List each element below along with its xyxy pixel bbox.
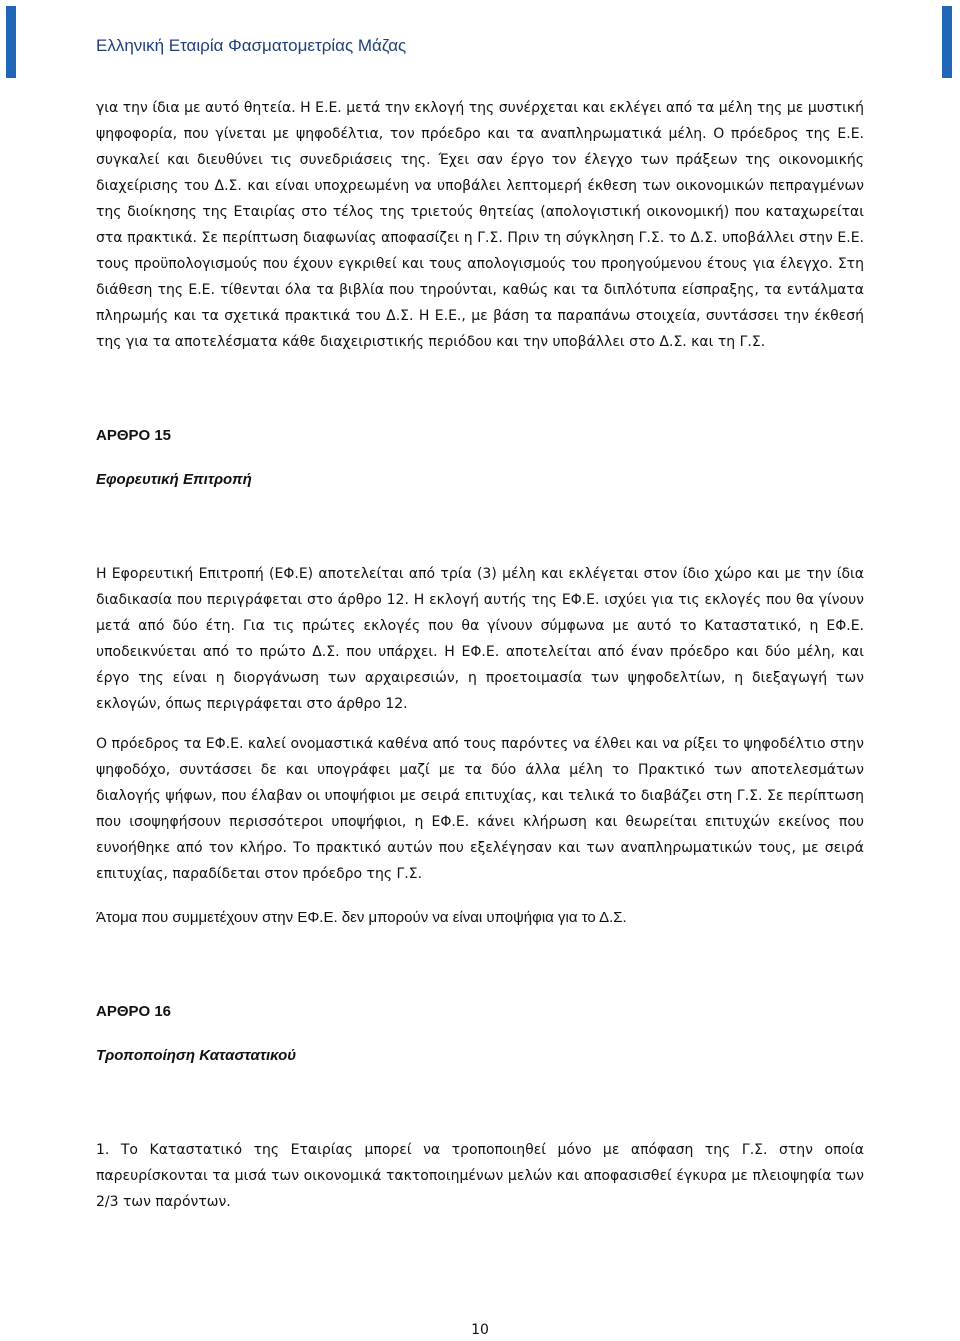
article15-note: Άτομα που συμμετέχουν στην ΕΦ.Ε. δεν μπορούν να είναι υποψήφια για το Δ.Σ. bbox=[96, 909, 627, 926]
article15-paragraph1: Η Εφορευτική Επιτροπή (ΕΦ.Ε) αποτελείται από τρία (3) μέλη και εκλέγεται στον ίδιο χώρο και με την ίδια διαδικασία που περιγράφεται στο άρθρο 12. Η εκλογή αυτής της ΕΦ.Ε. ισχύει για τις εκλογές που θα γίνουν μετά από δύο έτη. Για τις πρώτες εκλογές που θα γίνουν σύμφωνα με αυτό το Καταστατικό, η ΕΦ.Ε. υποδεικνύεται από το πρώτο Δ.Σ. που υπάρχει. Η ΕΦ.Ε. αποτελείται από έναν πρόεδρο και δύο μέλη, και έργο της είναι η διοργάνωση των αρχαιρεσιών, η προετοιμασία των ψηφοδελτίων, η διεξαγωγή των εκλογών, όπως περιγράφεται στο άρθρο 12. bbox=[96, 566, 864, 712]
right-accent-bar bbox=[942, 6, 952, 78]
page-number: 10 bbox=[471, 1322, 489, 1338]
page-header-title: Ελληνική Εταιρία Φασματομετρίας Μάζας bbox=[96, 36, 407, 55]
article15-subtitle: Εφορευτική Επιτροπή bbox=[96, 471, 252, 488]
article15-title: ΑΡΘΡΟ 15 bbox=[96, 427, 172, 444]
document-body bbox=[96, 95, 864, 1215]
left-accent-bar bbox=[6, 6, 16, 78]
article16-title: ΑΡΘΡΟ 16 bbox=[96, 1003, 172, 1020]
article16-paragraph1: 1. Το Καταστατικό της Εταιρίας μπορεί να τροποποιηθεί μόνο με απόφαση της Γ.Σ. στην οποία παρευρίσκονται τα μισά των οικονομικά τακτοποιημένων μελών και αποφασισθεί έγκυρα με πλειοψηφία των 2/3 των παρόντων. bbox=[96, 1142, 864, 1210]
article15-paragraph2: Ο πρόεδρος τα ΕΦ.Ε. καλεί ονομαστικά καθένα από τους παρόντες να έλθει και να ρίξει το ψηφοδέλτιο στην ψηφοδόχο, συντάσσει δε και υπογράφει μαζί με τα δύο άλλα μέλη το Πρακτικό των αποτελεσμάτων διαλογής ψήφων, που έλαβαν οι υποψήφιοι με σειρά επιτυχίας, και τελικά το διαβάζει στη Γ.Σ. Σε περίπτωση που ισοψηφήσουν περισσότεροι υποψήφιοι, η ΕΦ.Ε. κάνει κλήρωση και θεωρείται επιτυχών εκείνος που ευνοήθηκε από τον κλήρο. Το πρακτικό αυτών που εξελέγησαν και των αναπληρωματικών τους, με σειρά επιτυχίας, παραδίδεται στον πρόεδρο της Γ.Σ. bbox=[96, 736, 864, 882]
article14-continuation-paragraph: για την ίδια με αυτό θητεία. Η Ε.Ε. μετά την εκλογή της συνέρχεται και εκλέγει από τα μέλη της με μυστική ψηφοφορία, που γίνεται με ψηφοδέλτια, τον πρόεδρο και τα αναπληρωματικά μέλη. Ο πρόεδρος της Ε.Ε. συγκαλεί και διευθύνει τις συνεδριάσεις της. Έχει σαν έργο τον έλεγχο των πράξεων της οικονομικής διαχείρισης του Δ.Σ. και είναι υποχρεωμένη να υποβάλει λεπτομερή έκθεση των οικονομικών πεπραγμένων της διοίκησης της Εταιρίας στο τέλος της τριετούς θητείας (απολογιστική οικονομική) που καταχωρείται στα πρακτικά. Σε περίπτωση διαφωνίας αποφασίζει η Γ.Σ. Πριν τη σύγκληση Γ.Σ. το Δ.Σ. υποβάλλει στην Ε.Ε. τους προϋπολογισμούς που έχουν εγκριθεί και τους απολογισμούς του προηγούμενου έτους για έλεγχο. Στη διάθεση της Ε.Ε. τίθενται όλα τα βιβλία που τηρούνται, καθώς και τα διπλότυπα είσπραξης, τα εντάλματα πληρωμής και τα σχετικά πρακτικά του Δ.Σ. Η Ε.Ε., με βάση τα παραπάνω στοιχεία, συντάσσει την έκθεσή της για τα αποτελέσματα κάθε διαχειριστικής περιόδου και την υποβάλλει στο Δ.Σ. και τη Γ.Σ. bbox=[96, 100, 864, 350]
article16-subtitle: Τροποποίηση Καταστατικού bbox=[96, 1047, 297, 1064]
